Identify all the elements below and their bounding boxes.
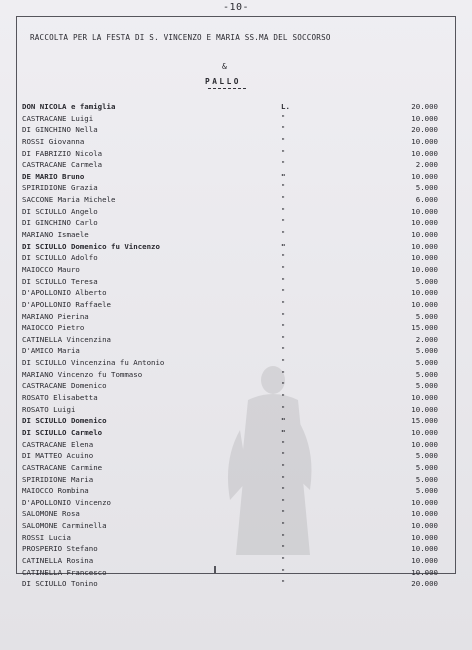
donor-row bbox=[0, 323, 472, 335]
donor-name: ROSATO Luigi bbox=[22, 404, 76, 414]
donor-name: D'APOLLONIO Raffaele bbox=[22, 299, 111, 309]
donor-amount: 5.000 bbox=[415, 311, 438, 321]
donor-row bbox=[0, 393, 472, 405]
header-ampersand: & bbox=[222, 62, 227, 71]
donor-name: MARIANO Vincenzo fu Tommaso bbox=[22, 369, 143, 379]
ditto-mark: " bbox=[281, 404, 286, 413]
ditto-mark: " bbox=[281, 427, 286, 437]
donor-amount: 10.000 bbox=[411, 241, 438, 251]
donor-amount: 10.000 bbox=[411, 253, 438, 263]
donor-amount: 5.000 bbox=[415, 451, 438, 461]
ditto-mark: " bbox=[281, 369, 286, 378]
donor-name: CATINELLA Francesco bbox=[22, 567, 107, 577]
donor-name: ROSSI Giovanna bbox=[22, 136, 85, 146]
ditto-mark: " bbox=[281, 206, 286, 215]
ditto-mark: " bbox=[281, 276, 286, 285]
donor-row bbox=[0, 288, 472, 300]
donor-row bbox=[0, 533, 472, 545]
donor-row bbox=[0, 428, 472, 440]
donor-amount: 10.000 bbox=[411, 264, 438, 274]
ditto-mark: " bbox=[281, 299, 286, 308]
donor-amount: 5.000 bbox=[415, 183, 438, 193]
donor-row bbox=[0, 195, 472, 207]
donor-row bbox=[0, 381, 472, 393]
donor-row bbox=[0, 544, 472, 556]
donor-amount: 5.000 bbox=[415, 486, 438, 496]
donor-amount: 10.000 bbox=[411, 113, 438, 123]
donor-name: DI SCIULLO Teresa bbox=[22, 276, 98, 286]
donor-row bbox=[0, 521, 472, 533]
donor-amount: 5.000 bbox=[415, 346, 438, 356]
ditto-mark: " bbox=[281, 416, 286, 426]
donor-amount: 10.000 bbox=[411, 404, 438, 414]
donor-name: MARIANO Ismaele bbox=[22, 230, 89, 240]
ditto-mark: " bbox=[281, 486, 286, 495]
donor-amount: 20.000 bbox=[411, 125, 438, 135]
donor-amount: 10.000 bbox=[411, 427, 438, 437]
donor-row bbox=[0, 218, 472, 230]
ditto-mark: " bbox=[281, 311, 286, 320]
subtitle-underline bbox=[208, 88, 246, 90]
donor-name: MARIANO Pierina bbox=[22, 311, 89, 321]
donor-amount: 20.000 bbox=[411, 102, 438, 111]
donor-name: CASTRACANE Elena bbox=[22, 439, 94, 449]
donor-row bbox=[0, 509, 472, 521]
donor-amount: 10.000 bbox=[411, 532, 438, 542]
ditto-mark: " bbox=[281, 462, 286, 471]
donor-name: DI FABRIZIO Nicola bbox=[22, 148, 103, 158]
donor-name: DI GINCHINO Carlo bbox=[22, 218, 98, 228]
donor-amount: 5.000 bbox=[415, 381, 438, 391]
donor-name: CASTRACANE Luigi bbox=[22, 113, 94, 123]
ditto-mark: " bbox=[281, 358, 286, 367]
donor-row bbox=[0, 160, 472, 172]
ditto-mark: " bbox=[281, 497, 286, 506]
donor-row bbox=[0, 149, 472, 161]
ditto-mark: " bbox=[281, 230, 286, 239]
donor-row bbox=[0, 265, 472, 277]
ditto-mark: " bbox=[281, 567, 286, 576]
page-number: -10- bbox=[222, 2, 250, 13]
ditto-mark: " bbox=[281, 160, 286, 169]
donor-amount: 10.000 bbox=[411, 521, 438, 531]
donor-row bbox=[0, 416, 472, 428]
donor-name: SPIRIDIONE Maria bbox=[22, 474, 94, 484]
donor-row bbox=[0, 451, 472, 463]
ditto-mark: " bbox=[281, 171, 286, 181]
donor-row bbox=[0, 568, 472, 580]
donor-name: DI SCIULLO Tonino bbox=[22, 579, 98, 589]
donor-amount: 15.000 bbox=[411, 323, 438, 333]
ditto-mark: " bbox=[281, 393, 286, 402]
donor-amount: 10.000 bbox=[411, 299, 438, 309]
donor-row bbox=[0, 335, 472, 347]
donor-name: DI SCIULLO Angelo bbox=[22, 206, 98, 216]
donor-amount: 10.000 bbox=[411, 218, 438, 228]
donor-amount: 5.000 bbox=[415, 462, 438, 472]
donor-row bbox=[0, 137, 472, 149]
donor-amount: 2.000 bbox=[415, 334, 438, 344]
donor-name: CATINELLA Rosina bbox=[22, 555, 94, 565]
donor-row bbox=[0, 300, 472, 312]
ditto-mark: " bbox=[281, 509, 286, 518]
donor-row bbox=[0, 125, 472, 137]
donor-row bbox=[0, 230, 472, 242]
donor-row bbox=[0, 172, 472, 184]
donor-amount: 10.000 bbox=[411, 497, 438, 507]
donor-name: CASTRACANE Carmine bbox=[22, 462, 103, 472]
donor-row bbox=[0, 579, 472, 591]
ditto-mark: " bbox=[281, 288, 286, 297]
ditto-mark: " bbox=[281, 253, 286, 262]
donor-name: DI SCIULLO Adolfo bbox=[22, 253, 98, 263]
donor-amount: 15.000 bbox=[411, 416, 438, 426]
donor-amount: 10.000 bbox=[411, 136, 438, 146]
donor-amount: 6.000 bbox=[415, 195, 438, 205]
donor-amount: 2.000 bbox=[415, 160, 438, 170]
donor-amount: 10.000 bbox=[411, 206, 438, 216]
donor-name: D'APOLLONIO Vincenzo bbox=[22, 497, 111, 507]
donor-row bbox=[0, 463, 472, 475]
donor-row bbox=[0, 277, 472, 289]
donor-list bbox=[0, 102, 472, 591]
ditto-mark: " bbox=[281, 218, 286, 227]
document-subtitle: PALLO bbox=[205, 77, 241, 86]
donor-amount: 10.000 bbox=[411, 567, 438, 577]
donor-row bbox=[0, 207, 472, 219]
donor-row bbox=[0, 183, 472, 195]
ditto-mark: " bbox=[281, 113, 286, 122]
donor-row bbox=[0, 486, 472, 498]
donor-name: DI SCIULLO Carmelo bbox=[22, 427, 103, 437]
donor-name: SPIRIDIONE Grazia bbox=[22, 183, 98, 193]
ditto-mark: " bbox=[281, 264, 286, 273]
donor-name: SALOMONE Carminella bbox=[22, 521, 107, 531]
donor-row bbox=[0, 475, 472, 487]
donor-amount: 10.000 bbox=[411, 555, 438, 565]
donor-name: SACCONE Maria Michele bbox=[22, 195, 116, 205]
donor-amount: 5.000 bbox=[415, 276, 438, 286]
donor-amount: 10.000 bbox=[411, 393, 438, 403]
ditto-mark: " bbox=[281, 195, 286, 204]
donor-row bbox=[0, 498, 472, 510]
donor-row bbox=[0, 114, 472, 126]
ditto-mark: " bbox=[281, 148, 286, 157]
ditto-mark: " bbox=[281, 381, 286, 390]
ditto-mark: " bbox=[281, 439, 286, 448]
donor-amount: 10.000 bbox=[411, 544, 438, 554]
document-header: RACCOLTA PER LA FESTA DI S. VINCENZO E MARIA SS.MA DEL SOCCORSO bbox=[30, 33, 331, 42]
ditto-mark: " bbox=[281, 334, 286, 343]
donor-name: DON NICOLA e famiglia bbox=[22, 102, 116, 111]
ditto-mark: " bbox=[281, 532, 286, 541]
donor-name: CASTRACANE Carmela bbox=[22, 160, 103, 170]
ditto-mark: " bbox=[281, 323, 286, 332]
donor-name: SALOMONE Rosa bbox=[22, 509, 80, 519]
donor-name: CASTRACANE Domenico bbox=[22, 381, 107, 391]
donor-row bbox=[0, 405, 472, 417]
donor-amount: 5.000 bbox=[415, 369, 438, 379]
donor-amount: 10.000 bbox=[411, 509, 438, 519]
donor-amount: 10.000 bbox=[411, 439, 438, 449]
donor-name: DI GINCHINO Nella bbox=[22, 125, 98, 135]
donor-amount: 5.000 bbox=[415, 358, 438, 368]
donor-name: D'APOLLONIO Alberto bbox=[22, 288, 107, 298]
donor-row bbox=[0, 312, 472, 324]
ditto-mark: " bbox=[281, 451, 286, 460]
donor-name: DI SCIULLO Vincenzina fu Antonio bbox=[22, 358, 165, 368]
donor-amount: 20.000 bbox=[411, 579, 438, 589]
donor-amount: 10.000 bbox=[411, 171, 438, 181]
ditto-mark: " bbox=[281, 521, 286, 530]
ditto-mark: " bbox=[281, 183, 286, 192]
donor-name: DE MARIO Bruno bbox=[22, 171, 85, 181]
donor-name: CATINELLA Vincenzina bbox=[22, 334, 111, 344]
donor-amount: 10.000 bbox=[411, 288, 438, 298]
donor-row bbox=[0, 242, 472, 254]
donor-row bbox=[0, 358, 472, 370]
donor-amount: 10.000 bbox=[411, 230, 438, 240]
ditto-mark: " bbox=[281, 579, 286, 588]
donor-name: PROSPERIO Stefano bbox=[22, 544, 98, 554]
donor-row bbox=[0, 346, 472, 358]
donor-amount: 10.000 bbox=[411, 148, 438, 158]
donor-row bbox=[0, 440, 472, 452]
ditto-mark: " bbox=[281, 346, 286, 355]
donor-row bbox=[0, 102, 472, 114]
donor-name: ROSATO Elisabetta bbox=[22, 393, 98, 403]
ditto-mark: " bbox=[281, 125, 286, 134]
donor-name: ROSSI Lucia bbox=[22, 532, 71, 542]
ditto-mark: " bbox=[281, 474, 286, 483]
donor-name: DI SCIULLO Domenico bbox=[22, 416, 107, 426]
ditto-mark: " bbox=[281, 544, 286, 553]
ditto-mark: " bbox=[281, 555, 286, 564]
donor-amount: 5.000 bbox=[415, 474, 438, 484]
donor-row bbox=[0, 370, 472, 382]
donor-name: MAIOCCO Pietro bbox=[22, 323, 85, 333]
bottom-mark bbox=[214, 566, 216, 574]
donor-row bbox=[0, 253, 472, 265]
donor-name: MAIOCCO Mauro bbox=[22, 264, 80, 274]
donor-name: DI SCIULLO Domenico fu Vincenzo bbox=[22, 241, 160, 251]
currency-mark: L. bbox=[281, 102, 290, 111]
donor-row bbox=[0, 556, 472, 568]
ditto-mark: " bbox=[281, 241, 286, 251]
donor-name: MAIOCCO Rombina bbox=[22, 486, 89, 496]
donor-name: D'AMICO Maria bbox=[22, 346, 80, 356]
donor-name: DI MATTEO Acuino bbox=[22, 451, 94, 461]
ditto-mark: " bbox=[281, 136, 286, 145]
